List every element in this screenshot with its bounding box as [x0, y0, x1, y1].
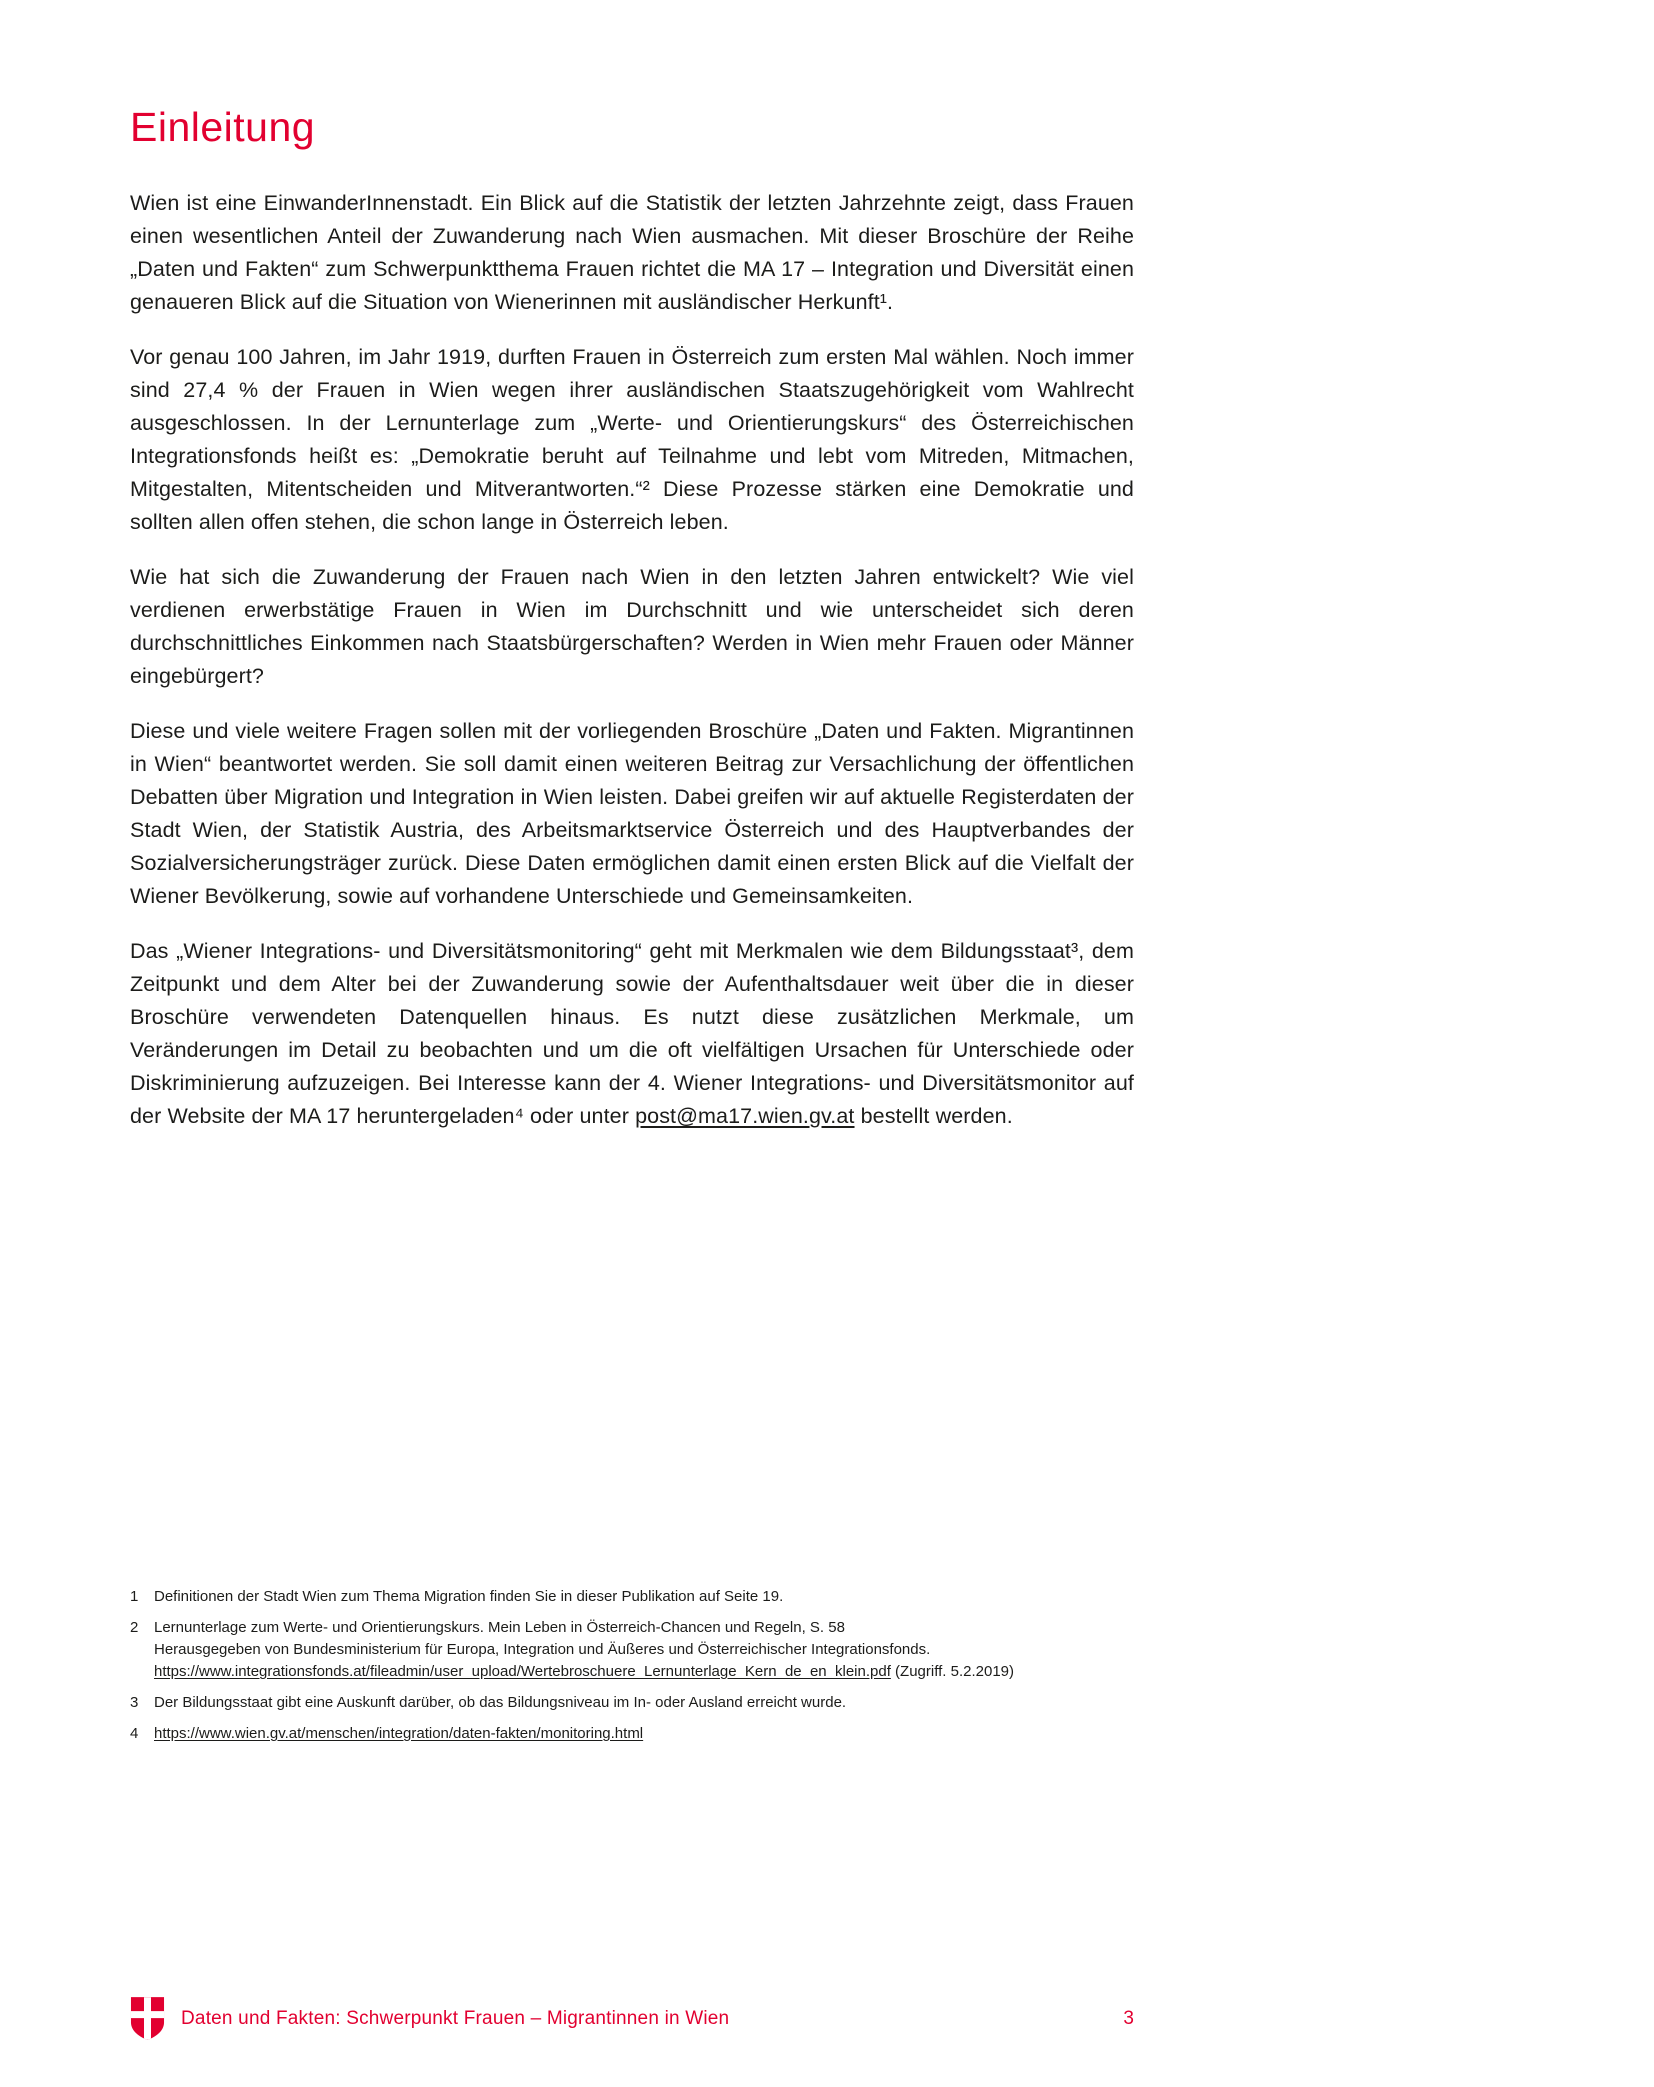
- page-title: Einleitung: [130, 104, 316, 150]
- footnote-text: Herausgegeben von Bundesministerium für Europa, Integration und Äußeres und Österreichischer Integrationsfonds.: [154, 1641, 931, 1658]
- paragraph-1: Wien ist eine EinwanderInnenstadt. Ein Blick auf die Statistik der letzten Jahrzehnte zeigt, dass Frauen einen wesentlichen Anteil der Zuwanderung nach Wien ausmachen. Mit dieser Broschüre der Reihe „Daten und Fakten“ zum Schwerpunktthema Frauen richtet die MA 17 – Integration und Diversität einen genaueren Blick auf die Situation von Wienerinnen mit ausländischer Herkunft¹.: [130, 191, 1134, 314]
- footnote-url-link[interactable]: https://www.wien.gv.at/menschen/integration/daten-fakten/monitoring.html: [154, 1725, 644, 1742]
- footnote-number: 4: [130, 1725, 139, 1742]
- footnote-link-suffix: (Zugriff. 5.2.2019): [890, 1663, 1014, 1680]
- paragraph-5: [130, 935, 1134, 1133]
- footnote-body: [154, 1586, 1134, 1608]
- paragraph-2: Vor genau 100 Jahren, im Jahr 1919, durften Frauen in Österreich zum ersten Mal wählen. Noch immer sind 27,4 % der Frauen in Wien wegen ihrer ausländischen Staatszugehörigkeit vom Wahlrecht ausgeschlossen. In der Lernunterlage zum „Werte- und Orientierungskurs“ des Österreichischen Integrationsfonds heißt es: „Demokratie beruht auf Teilnahme und lebt vom Mitreden, Mitmachen, Mitgestalten, Mitentscheiden und Mitverantworten.“² Diese Prozesse stärken eine Demokratie und sollten allen offen stehen, die schon lange in Österreich leben.: [130, 345, 1134, 534]
- main-content: [130, 104, 1134, 1155]
- footnotes-section: [130, 1586, 1134, 1754]
- email-link[interactable]: post@ma17.wien.gv.at: [635, 1104, 855, 1128]
- footnote-line: [154, 1723, 1134, 1745]
- footnote-line: [154, 1661, 1134, 1683]
- page-number: 3: [1123, 2007, 1134, 2029]
- footnote-number: 2: [130, 1619, 139, 1636]
- paragraph-4: Diese und viele weitere Fragen sollen mit der vorliegenden Broschüre „Daten und Fakten. Migrantinnen in Wien“ beantwortet werden. Sie soll damit einen weiteren Beitrag zur Versachlichung der öffentlichen Debatten über Migration und Integration in Wien leisten. Dabei greifen wir auf aktuelle Registerdaten der Stadt Wien, der Statistik Austria, des Arbeitsmarktservice Österreich und des Hauptverbandes der Sozialversicherungsträger zurück. Diese Daten ermöglichen damit einen ersten Blick auf die Vielfalt der Wiener Bevölkerung, sowie auf vorhandene Unterschiede und Gemeinsamkeiten.: [130, 719, 1134, 908]
- paragraph-5-text-before: Das „Wiener Integrations- und Diversitätsmonitoring“ geht mit Merkmalen wie dem Bildungsstaat³, dem Zeitpunkt und dem Alter bei der Zuwanderung sowie der Aufenthaltsdauer weit über die in dieser Broschüre verwendeten Datenquellen hinaus. Es nutzt diese zusätzlichen Merkmale, um Veränderungen im Detail zu beobachten und um die oft vielfältigen Ursachen für Unterschiede oder Diskriminierung aufzuzeigen. Bei Interesse kann der 4. Wiener Integrations- und Diversitätsmonitor auf der Website der MA 17 heruntergeladen⁴ oder unter: [130, 939, 1134, 1128]
- footer-title: Daten und Fakten: Schwerpunkt Frauen – Migrantinnen in Wien: [181, 2007, 730, 2029]
- footnote-number: 1: [130, 1588, 139, 1605]
- footnote-text: Definitionen der Stadt Wien zum Thema Migration finden Sie in dieser Publikation auf Seite 19.: [154, 1588, 784, 1605]
- paragraph-3: Wie hat sich die Zuwanderung der Frauen nach Wien in den letzten Jahren entwickelt? Wie viel verdienen erwerbstätige Frauen in Wien im Durchschnitt und wie unterscheidet sich deren durchschnittliches Einkommen nach Staatsbürgerschaften? Werden in Wien mehr Frauen oder Männer eingebürgert?: [130, 565, 1134, 688]
- footnote-row: [130, 1586, 1134, 1608]
- vienna-coat-of-arms-icon: [130, 1996, 165, 2041]
- footnote-text: Lernunterlage zum Werte- und Orientierungskurs. Mein Leben in Österreich-Chancen und Regeln, S. 58: [154, 1619, 845, 1636]
- footnote-row: [130, 1723, 1134, 1745]
- footnote-body: [154, 1692, 1134, 1714]
- footnote-url-link[interactable]: https://www.integrationsfonds.at/fileadmin/user_upload/Wertebroschuere_Lernunterlage_Kern_de_en_klein.pdf: [154, 1663, 891, 1680]
- page-footer: [130, 1996, 1134, 2041]
- footnote-body: [154, 1723, 1134, 1745]
- footnote-number: 3: [130, 1694, 139, 1711]
- footnote-row: [130, 1617, 1134, 1683]
- paragraph-5-text-after: bestellt werden.: [854, 1104, 1013, 1128]
- footnote-text: Der Bildungsstaat gibt eine Auskunft darüber, ob das Bildungsniveau im In- oder Ausland erreicht wurde.: [154, 1694, 847, 1711]
- footnote-row: [130, 1692, 1134, 1714]
- footnote-body: [154, 1617, 1134, 1683]
